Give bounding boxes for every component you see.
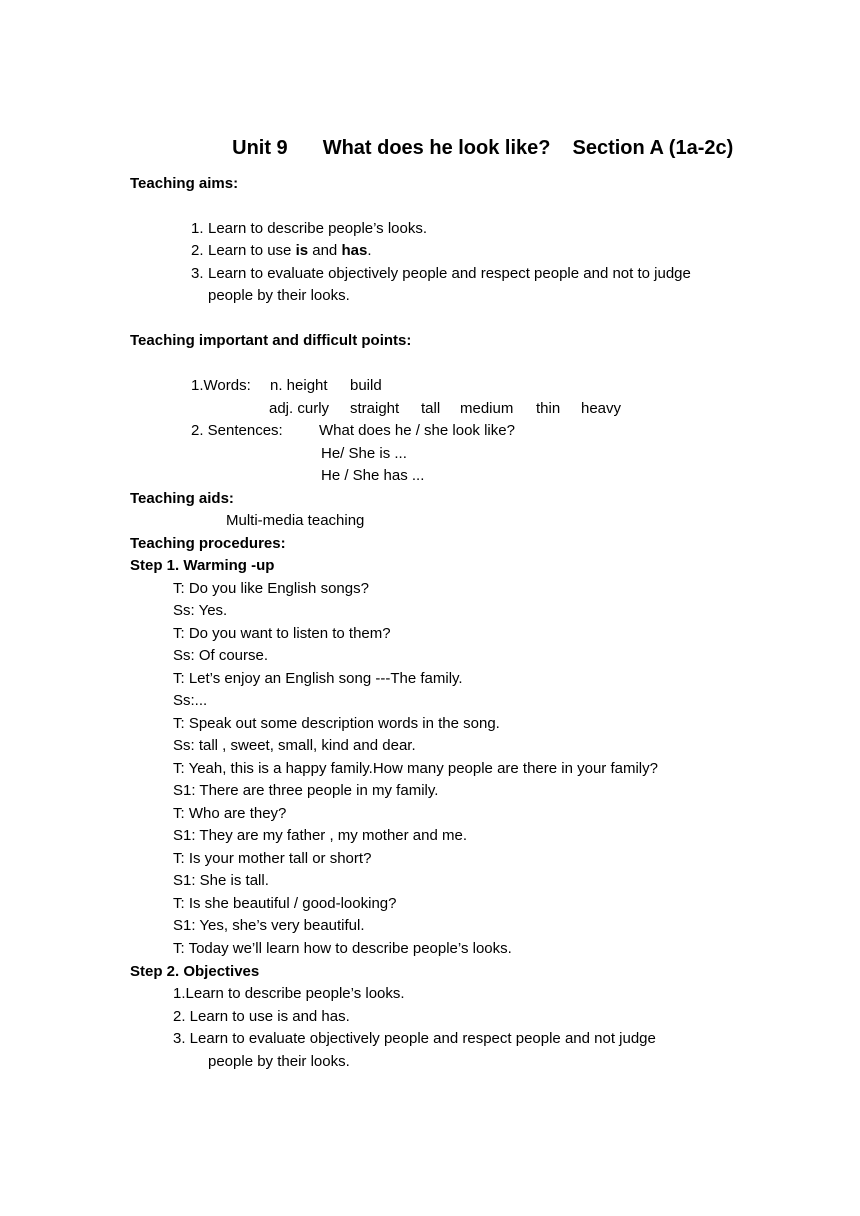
- sentences-label: 2. Sentences:: [191, 422, 283, 439]
- adj-word: tall: [421, 400, 441, 417]
- aims-item-3-num: 3.: [191, 265, 204, 282]
- aims-item-1-num: 1.: [191, 220, 204, 237]
- aids-text: Multi-media teaching: [226, 512, 365, 529]
- aims-item-2-post: .: [367, 242, 372, 259]
- objective-line: 2. Learn to use is and has.: [173, 1008, 350, 1025]
- dialogue-line: T: Yeah, this is a happy family.How many people are there in your family?: [173, 760, 658, 777]
- aims-item-2-is: is: [295, 242, 309, 259]
- noun-word: build: [350, 377, 382, 394]
- words-label: 1.Words:: [191, 377, 251, 394]
- sentence: What does he / she look like?: [319, 422, 515, 439]
- step2-heading: Step 2. Objectives: [130, 963, 260, 980]
- sentence: He / She has ...: [321, 467, 425, 484]
- adj-word: thin: [536, 400, 561, 417]
- adj-word: heavy: [581, 400, 622, 417]
- aims-item-1: Learn to describe people’s looks.: [208, 220, 428, 237]
- aims-item-2-has: has: [341, 242, 368, 259]
- dialogue-line: T: Is your mother tall or short?: [173, 850, 372, 867]
- dialogue-line: T: Speak out some description words in the song.: [173, 715, 500, 732]
- dialogue-line: T: Is she beautiful / good-looking?: [173, 895, 397, 912]
- dialogue-line: S1: Yes, she’s very beautiful.: [173, 917, 365, 934]
- aims-item-3-cont: people by their looks.: [208, 287, 350, 304]
- procedures-heading: Teaching procedures:: [130, 535, 286, 552]
- dialogue-line: Ss: Of course.: [173, 647, 269, 664]
- objective-line-cont: people by their looks.: [208, 1053, 350, 1070]
- aims-heading: Teaching aims:: [130, 175, 239, 192]
- title-section: Section A (1a-2c): [572, 137, 734, 159]
- dialogue-line: T: Do you want to listen to them?: [173, 625, 391, 642]
- adj-word: medium: [460, 400, 514, 417]
- dialogue-line: T: Let’s enjoy an English song ---The family.: [173, 670, 463, 687]
- dialogue-line: T: Who are they?: [173, 805, 287, 822]
- dialogue-line: Ss: tall , sweet, small, kind and dear.: [173, 737, 416, 754]
- aims-item-2: [208, 241, 371, 261]
- step1-heading: Step 1. Warming -up: [130, 557, 275, 574]
- sentence: He/ She is ...: [321, 445, 407, 462]
- aims-item-2-num: 2.: [191, 242, 204, 259]
- title-unit: Unit 9: [232, 137, 288, 159]
- aids-heading: Teaching aids:: [130, 490, 234, 507]
- objective-line: 3. Learn to evaluate objectively people and respect people and not judge: [173, 1030, 656, 1047]
- dialogue-line: T: Today we’ll learn how to describe people’s looks.: [173, 940, 512, 957]
- adj-word: adj. curly: [269, 400, 330, 417]
- dialogue-line: T: Do you like English songs?: [173, 580, 369, 597]
- title-question: What does he look like?: [322, 137, 551, 159]
- dialogue-line: S1: She is tall.: [173, 872, 269, 889]
- objective-line: 1.Learn to describe people’s looks.: [173, 985, 405, 1002]
- dialogue-line: Ss:...: [173, 692, 208, 709]
- dialogue-line: S1: They are my father , my mother and me.: [173, 827, 468, 844]
- aims-item-2-pre: Learn to use: [208, 242, 296, 259]
- aims-item-2-mid: and: [308, 242, 342, 259]
- noun-word: n. height: [270, 377, 328, 394]
- points-heading: Teaching important and difficult points:: [130, 332, 412, 349]
- dialogue-line: S1: There are three people in my family.: [173, 782, 439, 799]
- dialogue-line: Ss: Yes.: [173, 602, 228, 619]
- page-title: [221, 114, 733, 160]
- adj-word: straight: [350, 400, 400, 417]
- aims-item-3: Learn to evaluate objectively people and respect people and not to judge: [208, 265, 691, 282]
